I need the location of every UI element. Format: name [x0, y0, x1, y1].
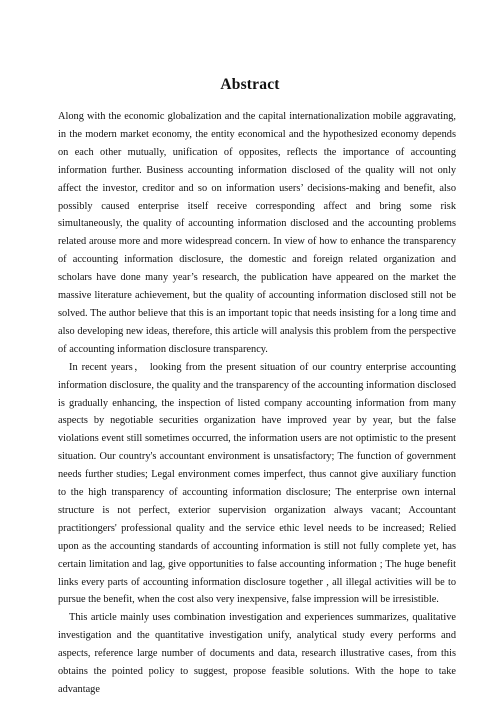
page-title: Abstract: [220, 76, 280, 93]
abstract-paragraph-2: In recent years， looking from the present situation of our country enterprise accounting information disclosure, the quality and the transparency of the accounting information disclosed is gradually enhancing, the inspection of listed company accounting information from many aspects by negotiable securities organization have improved year by year, but the false violations event still sometimes occurred, the information users are not optimistic to the present situation. Our country's accountant environment is unsatisfactory; The function of government needs further studies; Legal environment comes imperfect, thus cannot give auxiliary function to the high transparency of accounting information disclosure; The enterprise own internal structure is not perfect, exterior supervision organization always vacant; Accountant practitiongers' professional quality and the service ethic level needs to be increased; Relied upon as the accounting standards of accounting information is still not fully complete yet, has certain limitation and lag, give opportunities to false accounting information ; The huge benefit links every parts of accounting information disclosure together , all illegal activities will be to pursue the benefit, when the cost also very inexpensive, false impression will be irresistible.: [58, 361, 456, 606]
abstract-paragraph-1: Along with the economic globalization and the capital internationalization mobile aggravating, in the modern market economy, the entity economical and the hypothesized economy depends on each other mutually, unification of opposites, reflects the importance of accounting information further. Business accounting information disclosed of the quality will not only affect the investor, creditor and so on information users’ decisions-making and benefit, also possibly caused enterprise itself receive corresponding affect and bring some risk simultaneously, the quality of accounting information disclosed and the accounting problems related arouse more and more widespread concern. In view of how to enhance the transparency of accounting information disclosure, the domestic and foreign related organization and scholars have done many year’s research, the publication have appeared on the market the massive literature achievement, but the quality of accounting information disclosed still not be solved. The author believe that this is an important topic that needs insisting for a long time and also developing new ideas, therefore, this article will analysis this problem from the perspective of accounting information disclosure transparency.: [58, 111, 456, 355]
abstract-paragraph-3: This article mainly uses combination investigation and experiences summarizes, qualitative investigation and the quantitative investigation unify, analytical study every performs and aspects, reference large number of documents and data, research illustrative cases, from this obtains the pointed policy to suggest, propose feasible solutions. With the hope to take advantage: [58, 612, 456, 695]
abstract-body: [58, 108, 456, 699]
